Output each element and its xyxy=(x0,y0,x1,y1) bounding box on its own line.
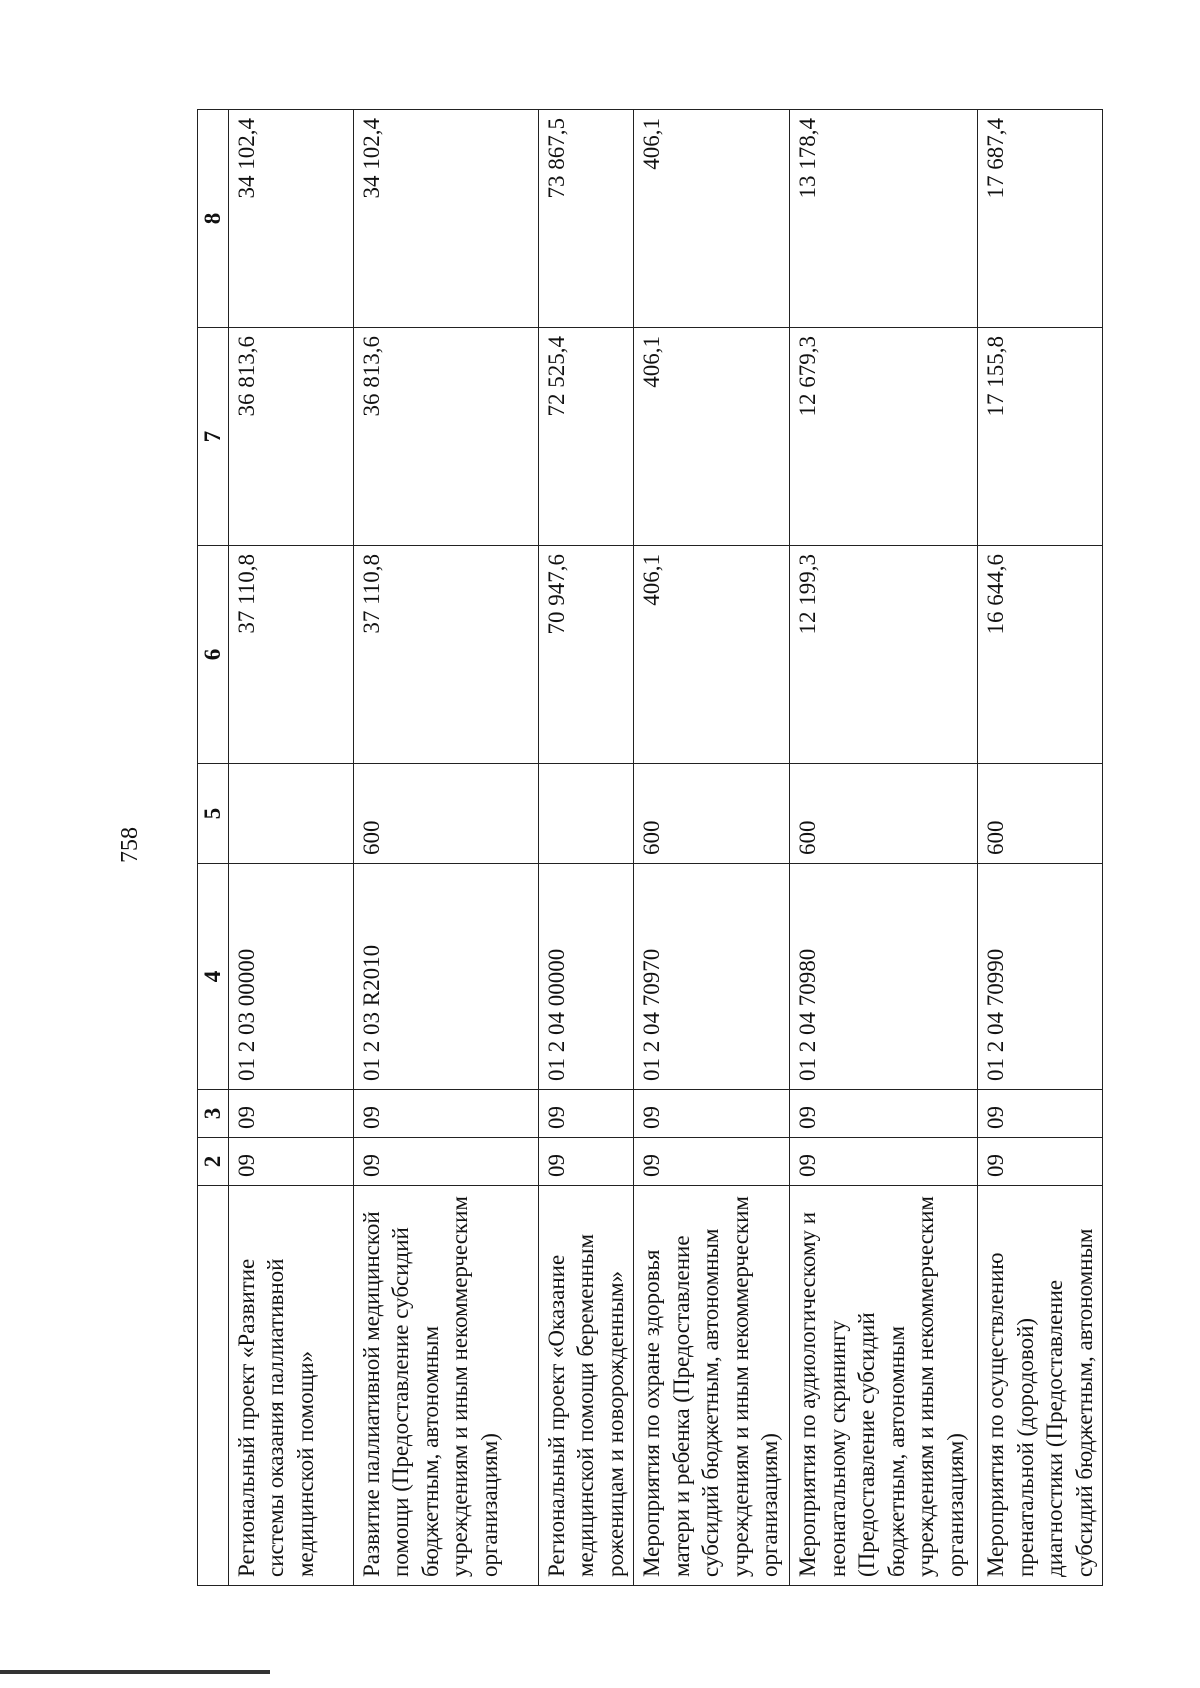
row-expense-type: 600 xyxy=(354,764,539,864)
row-name: Развитие паллиативной медицинской помощи (Предоставление субсидий бюджетным, автономным учреждениям и иным некоммерческим организациям) xyxy=(354,1186,539,1586)
row-section: 09 xyxy=(229,1138,354,1186)
table-row xyxy=(354,110,539,1586)
row-target-code: 01 2 04 70970 xyxy=(634,864,790,1090)
row-subsection: 09 xyxy=(354,1090,539,1138)
row-name: Мероприятия по аудиологическому и неонатальному скринингу (Предоставление субсидий бюджетным, автономным учреждениям и иным некоммерческим организациям) xyxy=(790,1186,978,1586)
row-name: Региональный проект «Развитие системы оказания паллиативной медицинской помощи» xyxy=(229,1186,354,1586)
row-amount-col7: 12 679,3 xyxy=(790,328,978,546)
row-subsection: 09 xyxy=(790,1090,978,1138)
header-cell: 8 xyxy=(198,110,229,328)
row-expense-type: 600 xyxy=(978,764,1103,864)
row-amount-col7: 406,1 xyxy=(634,328,790,546)
row-amount-col6: 37 110,8 xyxy=(354,546,539,764)
row-amount-col7: 36 813,6 xyxy=(354,328,539,546)
row-expense-type xyxy=(229,764,354,864)
row-amount-col8: 406,1 xyxy=(634,110,790,328)
row-amount-col8: 13 178,4 xyxy=(790,110,978,328)
table-row xyxy=(790,110,978,1586)
rotated-page-content xyxy=(197,110,1097,1586)
row-subsection: 09 xyxy=(539,1090,634,1138)
row-amount-col8: 34 102,4 xyxy=(229,110,354,328)
row-target-code: 01 2 04 00000 xyxy=(539,864,634,1090)
row-expense-type: 600 xyxy=(634,764,790,864)
row-amount-col6: 12 199,3 xyxy=(790,546,978,764)
row-subsection: 09 xyxy=(229,1090,354,1138)
row-amount-col8: 34 102,4 xyxy=(354,110,539,328)
row-amount-col6: 16 644,6 xyxy=(978,546,1103,764)
row-amount-col6: 37 110,8 xyxy=(229,546,354,764)
row-section: 09 xyxy=(978,1138,1103,1186)
header-cell: 6 xyxy=(198,546,229,764)
row-subsection: 09 xyxy=(634,1090,790,1138)
row-amount-col8: 73 867,5 xyxy=(539,110,634,328)
row-subsection: 09 xyxy=(978,1090,1103,1138)
row-name: Мероприятия по осуществлению пренатальной (дородовой) диагностики (Предоставление субсидий бюджетным, автономным xyxy=(978,1186,1103,1586)
row-section: 09 xyxy=(790,1138,978,1186)
row-target-code: 01 2 04 70990 xyxy=(978,864,1103,1090)
row-amount-col8: 17 687,4 xyxy=(978,110,1103,328)
table-row xyxy=(634,110,790,1586)
row-amount-col6: 70 947,6 xyxy=(539,546,634,764)
row-amount-col7: 36 813,6 xyxy=(229,328,354,546)
header-cell: 5 xyxy=(198,764,229,864)
row-target-code: 01 2 03 00000 xyxy=(229,864,354,1090)
row-amount-col7: 72 525,4 xyxy=(539,328,634,546)
header-cell: 2 xyxy=(198,1138,229,1186)
row-section: 09 xyxy=(539,1138,634,1186)
row-target-code: 01 2 04 70980 xyxy=(790,864,978,1090)
header-cell: 4 xyxy=(198,864,229,1090)
table-row xyxy=(229,110,354,1586)
table-row xyxy=(539,110,634,1586)
row-name: Мероприятия по охране здоровья матери и ребенка (Предоставление субсидий бюджетным, автономным учреждениям и иным некоммерческим организациям) xyxy=(634,1186,790,1586)
row-amount-col6: 406,1 xyxy=(634,546,790,764)
table-row xyxy=(978,110,1103,1586)
row-section: 09 xyxy=(354,1138,539,1186)
header-row xyxy=(198,110,229,1586)
header-cell xyxy=(198,1186,229,1586)
row-expense-type xyxy=(539,764,634,864)
row-section: 09 xyxy=(634,1138,790,1186)
row-expense-type: 600 xyxy=(790,764,978,864)
header-cell: 3 xyxy=(198,1090,229,1138)
row-amount-col7: 17 155,8 xyxy=(978,328,1103,546)
page-number: 758 xyxy=(117,827,143,863)
footer-rule xyxy=(0,1670,270,1674)
header-cell: 7 xyxy=(198,328,229,546)
row-target-code: 01 2 03 R2010 xyxy=(354,864,539,1090)
row-name: Региональный проект «Оказание медицинской помощи беременным роженицам и новорожденным» xyxy=(539,1186,634,1586)
budget-table xyxy=(197,109,1103,1586)
